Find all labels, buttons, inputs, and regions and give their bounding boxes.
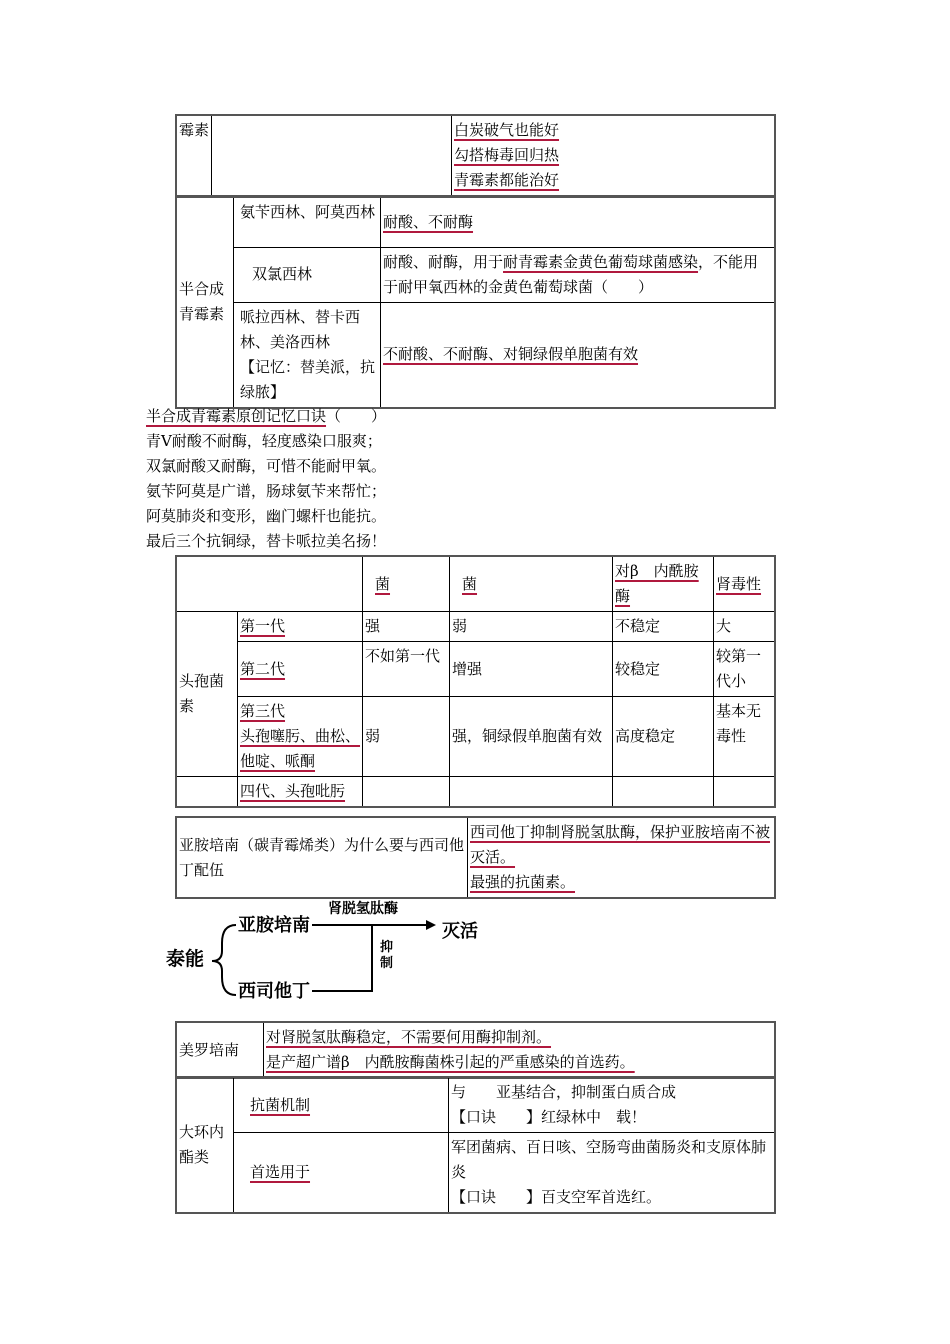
data-cell: 较稳定: [613, 642, 714, 697]
mnemonic-line: 阿莫肺炎和变形，幽门螺杆也能抗。: [146, 507, 387, 525]
brand-label: 泰能: [166, 948, 205, 970]
data-cell: 弱: [363, 697, 450, 777]
empty-cell: [176, 777, 238, 808]
data-cell: 基本无毒性: [714, 697, 776, 777]
mnemonic-title-text: 半合成青霉素原创记忆口诀: [146, 407, 327, 425]
row-label: [176, 115, 212, 196]
desc-cell: [264, 1022, 776, 1078]
label-text: 霉素: [179, 121, 210, 139]
desc-prefix: 耐酸、耐酶，用于: [383, 252, 504, 271]
header-text: 菌: [462, 574, 478, 593]
table-imipenem: [175, 816, 776, 899]
mnemonic-line: 白炭破气也能好: [454, 121, 560, 139]
mnemonic-line: 青Ⅴ耐酸不耐酶，轻度感染口服爽；: [146, 432, 382, 450]
answer-cell: [468, 817, 776, 898]
data-cell: [363, 777, 450, 808]
label-cell: [234, 1077, 449, 1133]
header-text: 对β 内酰胺酶: [615, 562, 699, 605]
table-meropenem: [175, 1021, 776, 1079]
result-label: 灭活: [442, 921, 478, 942]
desc-line: 对肾脱氢肽酶稳定，不需要何用酶抑制剂。: [266, 1028, 552, 1046]
group-label: [176, 612, 238, 777]
top-label: 亚胺培南: [238, 915, 310, 936]
gen-cell: [238, 777, 363, 808]
header-empty: [176, 556, 363, 612]
gen-text: 四代、头孢吡肟: [240, 782, 346, 800]
data-cell: [450, 777, 613, 808]
desc-text: 耐酸、不耐酶: [383, 212, 474, 231]
desc-cell: [381, 197, 776, 247]
header-cell: [450, 556, 613, 612]
inhibit-char-1: 抑: [380, 940, 394, 955]
answer-line: 最强的抗菌素。: [470, 873, 576, 891]
data-cell: 不如第一代: [363, 642, 450, 697]
arrow-head: [426, 920, 436, 930]
mnemonic-line: 氨苄阿莫是广谱，肠球氨苄来帮忙；: [146, 482, 387, 500]
data-cell: 高度稳定: [613, 697, 714, 777]
content-line: 军团菌病、百日咳、空肠弯曲菌肠炎和支原体肺炎: [451, 1138, 767, 1181]
data-cell: 大: [714, 612, 776, 642]
drug-cell: [234, 302, 381, 408]
header-cell: [613, 556, 714, 612]
answer-line: 西司他丁抑制肾脱氢肽酶，保护亚胺培南不被灭活。: [470, 823, 771, 866]
header-text: 肾毒性: [716, 574, 762, 593]
data-cell: 强: [363, 612, 450, 642]
inhibit-char-2: 制: [380, 956, 394, 971]
drug-cell: [176, 1022, 264, 1078]
desc-suffix: ，不能用于耐甲氧西林的金黄色葡萄球菌（ ）: [383, 252, 759, 296]
header-text: 菌: [375, 574, 391, 593]
data-cell: 较第一代小: [714, 642, 776, 697]
mnemonic-line: 勾搭梅毒回归热: [454, 146, 560, 164]
question-cell: [176, 817, 468, 898]
tienam-diagram: [160, 895, 500, 1007]
brace-shape: [212, 925, 236, 995]
drug-text: 美罗培南: [179, 1040, 240, 1059]
mnemonic-cell: [452, 115, 776, 196]
drug-text: 双氯西林: [252, 265, 313, 283]
drug-text: 哌拉西林、替卡西林、美洛西林: [240, 307, 361, 351]
table-macrolides: [175, 1076, 776, 1214]
drug-cell: [234, 247, 381, 302]
label-text: 首选用于: [250, 1163, 311, 1181]
content-cell: [449, 1077, 776, 1133]
content-line: 【口诀 】百支空军首选红。: [451, 1188, 662, 1206]
gen-cell: [238, 612, 363, 642]
data-cell: 不稳定: [613, 612, 714, 642]
group-label: [176, 1077, 234, 1213]
gen-text: 第三代: [240, 702, 286, 720]
content-cell: [449, 1133, 776, 1214]
gen-cell: [238, 642, 363, 697]
data-cell: 强，铜绿假单胞菌有效: [450, 697, 613, 777]
data-cell: 增强: [450, 642, 613, 697]
table-semisynthetic-penicillin: [175, 196, 776, 409]
desc-underlined: 耐青霉素金黄色葡萄球菌感染: [503, 252, 699, 271]
group-label-text: 半合成青霉素: [179, 280, 225, 324]
bottom-label: 西司他丁: [238, 981, 310, 1002]
mnemonic-title: [146, 404, 386, 429]
label-cell: [234, 1133, 449, 1214]
group-label-text: 大环内酯类: [179, 1123, 225, 1166]
data-cell: [714, 777, 776, 808]
drug-cell: [234, 197, 381, 247]
mnemonic-line: 青霉素都能治好: [454, 171, 560, 189]
inhibit-line: [312, 925, 372, 991]
group-label-text: 头孢菌素: [179, 672, 225, 715]
header-cell: [363, 556, 450, 612]
question-text: 亚胺培南（碳青霉烯类）为什么要与西司他丁配伍: [179, 835, 465, 879]
content-line: 【口诀 】红绿林中 载！: [451, 1108, 647, 1126]
mnemonic-line: 双氯耐酸又耐酶，可惜不能耐甲氧。: [146, 457, 387, 475]
empty-cell: [212, 115, 452, 196]
memo-text: 【记忆：替美派，抗绿脓】: [240, 357, 376, 401]
table-cephalosporins: [175, 555, 776, 808]
desc-cell: [381, 247, 776, 302]
gen-detail: 头孢噻肟、曲松、他啶、哌酮: [240, 727, 361, 770]
desc-line: 是产超广谱β 内酰胺酶菌株引起的严重感染的首选药。: [266, 1053, 635, 1071]
enzyme-label: 肾脱氢肽酶: [328, 901, 398, 917]
group-label: [176, 197, 234, 408]
gen-text: 第一代: [240, 617, 286, 635]
mnemonic-title-suffix: （ ）: [326, 407, 387, 425]
data-cell: 弱: [450, 612, 613, 642]
content-line: 与 亚基结合，抑制蛋白质合成: [451, 1083, 677, 1101]
gen-text: 第二代: [240, 659, 286, 678]
desc-text: 不耐酸、不耐酶、对铜绿假单胞菌有效: [383, 345, 639, 363]
data-cell: [613, 777, 714, 808]
desc-cell: [381, 302, 776, 408]
label-text: 抗菌机制: [250, 1095, 311, 1114]
drug-text: 氨苄西林、阿莫西林: [240, 203, 376, 221]
header-cell: [714, 556, 776, 612]
gen-cell: [238, 697, 363, 777]
mnemonic-line: 最后三个抗铜绿，替卡哌拉美名扬！: [146, 532, 387, 550]
table-macrolide-tail: [175, 114, 776, 197]
